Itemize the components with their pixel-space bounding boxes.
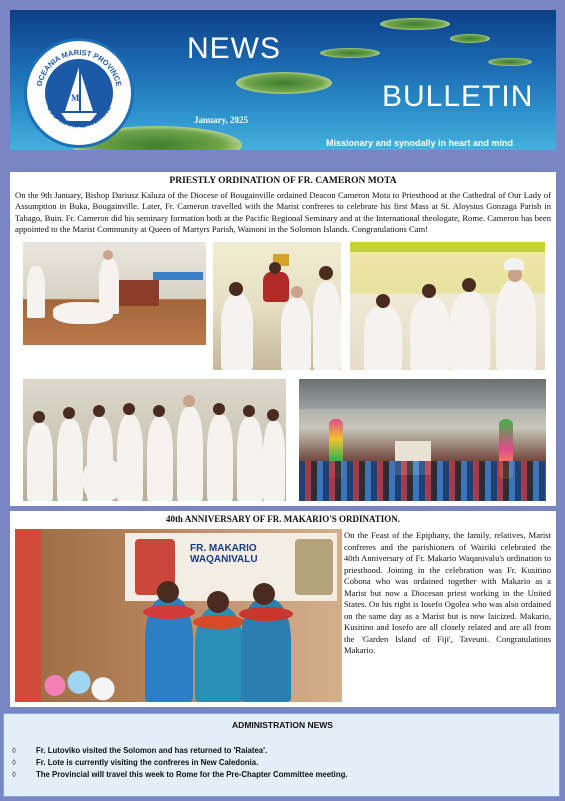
article-body: On the 9th January, Bishop Dariusz Kaluza of the Diocese of Bougainville ordained Deacon Cameron Mota to Priesthood at the Cathedral of Our Lady of Assumption in Buka, Bougainville. Later, Fr. Cameron travelled with the Marist confreres to celebrate his first Mass at St. Aloysius Gonzaga Parish in Tabago, Buin. Fr. Cameron did his seminary formation both at the Pacific Regional Seminary and at the International theologate, Rome. Cameron has been appointed to the Marist Community at Queen of Martyrs Parish, Wainoni in the Solomon Islands. Congratulations Cam!: [15, 190, 551, 235]
admin-title: ADMINISTRATION NEWS: [232, 720, 333, 730]
logo-emblem-icon: [27, 41, 131, 145]
issue-date: January, 2025: [194, 115, 249, 125]
diamond-bullet-icon: ◊: [12, 770, 16, 779]
administration-news-box: [3, 713, 560, 797]
island-image: [450, 34, 490, 43]
list-item: ◊ Fr. Lote is currently visiting the confreres in New Caledonia.: [12, 758, 259, 767]
ordination-photo: [23, 242, 206, 345]
island-image: [380, 18, 450, 30]
ordination-photo: [299, 379, 546, 501]
article-body: On the Feast of the Epiphany, the family, relatives, Marist confreres and the parishioners of Wairiki celebrated the 40th Anniversary of Fr. Makario Waqanivalu's ordination to priesthood. Joining in the celebration was Fr. Kusitino Cobona who was ordained together with Makario as a Marist but now a Diocesan priest working in the United States. On his right is Iosefo Ogolea who was also ordained on the same day as a Marist but is now laicized. Makario, Kusitino and Iosefo are all closely related and are all from the 'Garden Island of Fiji', Taveuni. Congratulations Makario.: [344, 530, 551, 655]
banner-text: FR. MAKARIO WAQANIVALU: [190, 543, 258, 565]
ordination-photo: [23, 379, 286, 501]
masthead-bulletin: BULLETIN: [382, 80, 534, 113]
island-image: [236, 72, 332, 94]
logo-text-bottom: SUB MARIAE NOMINE: [45, 103, 113, 130]
article-title: 40th ANNIVERSARY OF FR. MAKARIO'S ORDINATION.: [165, 514, 401, 524]
article-title: PRIESTLY ORDINATION OF FR. CAMERON MOTA: [169, 176, 397, 186]
logo-text-top: OCEANIA MARIST PROVINCE: [34, 47, 124, 88]
admin-list: [12, 745, 348, 781]
list-item: ◊ The Provincial will travel this week to Rome for the Pre-Chapter Committee meeting.: [12, 770, 348, 779]
masthead-news: NEWS: [187, 32, 281, 65]
island-image: [488, 58, 532, 66]
ordination-photo: [350, 242, 545, 370]
svg-text:M: M: [71, 93, 80, 103]
ordination-photo: [213, 242, 341, 370]
island-image: [320, 48, 380, 58]
anniversary-photo: [15, 529, 342, 702]
article-cameron-ordination: [10, 172, 556, 506]
newsletter-header: [10, 10, 556, 150]
article-makario-anniversary: [10, 511, 556, 707]
diamond-bullet-icon: ◊: [12, 746, 16, 755]
list-item: ◊ Fr. Lutoviko visited the Solomon and has returned to 'Raiatea'.: [12, 746, 268, 755]
province-logo: [24, 38, 134, 148]
diamond-bullet-icon: ◊: [12, 758, 16, 767]
tagline: Missionary and synodally in heart and mind: [326, 138, 514, 148]
